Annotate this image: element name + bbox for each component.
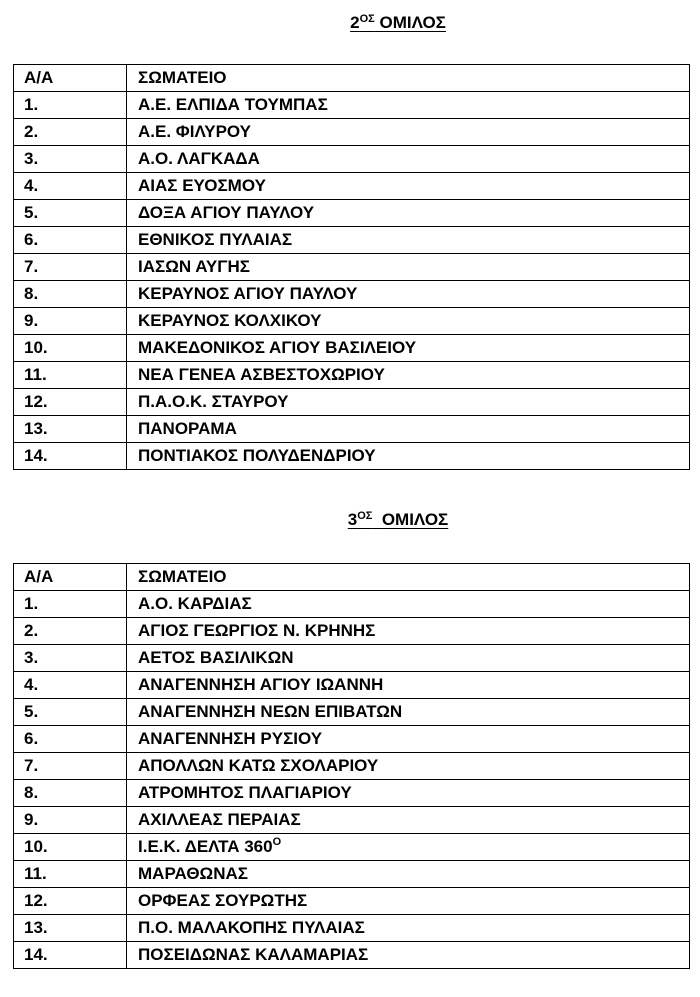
table-row (14, 888, 690, 915)
club-name (127, 834, 690, 861)
row-number: 14. (14, 942, 127, 969)
table-row (14, 443, 690, 470)
club-name: Α.Ο. ΛΑΓΚΑΔΑ (127, 146, 690, 173)
table-header-row (14, 564, 690, 591)
table-row (14, 416, 690, 443)
club-name: ΑΧΙΛΛΕΑΣ ΠΕΡΑΙΑΣ (127, 807, 690, 834)
club-name: ΠΑΝΟΡΑΜΑ (127, 416, 690, 443)
table-row (14, 753, 690, 780)
group-3-title-number: 3 (347, 510, 358, 529)
table-row (14, 834, 690, 861)
table-row (14, 591, 690, 618)
table-row (14, 699, 690, 726)
club-name: Α.Ε. ΕΛΠΙΔΑ ΤΟΥΜΠΑΣ (127, 92, 690, 119)
group-2-title-number: 2 (350, 13, 360, 32)
table-row (14, 146, 690, 173)
club-name: ΙΑΣΩΝ ΑΥΓΗΣ (127, 254, 690, 281)
club-name: ΑΝΑΓΕΝΝΗΣΗ ΑΓΙΟΥ ΙΩΑΝΝΗ (127, 672, 690, 699)
group-3-table (13, 563, 690, 969)
header-aa: Α/Α (14, 65, 127, 92)
club-name: ΟΡΦΕΑΣ ΣΟΥΡΩΤΗΣ (127, 888, 690, 915)
club-name: ΑΝΑΓΕΝΝΗΣΗ ΝΕΩΝ ΕΠΙΒΑΤΩΝ (127, 699, 690, 726)
table-row (14, 200, 690, 227)
club-name: ΠΟΝΤΙΑΚΟΣ ΠΟΛΥΔΕΝΔΡΙΟΥ (127, 443, 690, 470)
row-number: 7. (14, 254, 127, 281)
row-number: 8. (14, 281, 127, 308)
table-row (14, 335, 690, 362)
row-number: 4. (14, 173, 127, 200)
group-3-title-word: ΟΜΙΛΟΣ (381, 510, 449, 529)
table-row (14, 780, 690, 807)
club-name: ΔΟΞΑ ΑΓΙΟΥ ΠΑΥΛΟΥ (127, 200, 690, 227)
group-2-title (0, 13, 700, 33)
group-2-title-word: ΟΜΙΛΟΣ (379, 13, 446, 32)
row-number: 3. (14, 645, 127, 672)
row-number: 5. (14, 200, 127, 227)
row-number: 9. (14, 308, 127, 335)
header-club: ΣΩΜΑΤΕΙΟ (127, 564, 690, 591)
club-name: ΠΟΣΕΙΔΩΝΑΣ ΚΑΛΑΜΑΡΙΑΣ (127, 942, 690, 969)
group-2-table (13, 64, 690, 470)
club-name: ΕΘΝΙΚΟΣ ΠΥΛΑΙΑΣ (127, 227, 690, 254)
row-number: 6. (14, 227, 127, 254)
table-row (14, 389, 690, 416)
header-club: ΣΩΜΑΤΕΙΟ (127, 65, 690, 92)
row-number: 3. (14, 146, 127, 173)
row-number: 2. (14, 618, 127, 645)
table-row (14, 861, 690, 888)
club-name: ΜΑΡΑΘΩΝΑΣ (127, 861, 690, 888)
group-3-title (0, 510, 700, 530)
row-number: 8. (14, 780, 127, 807)
table-row (14, 362, 690, 389)
degree-superscript: Ο (272, 836, 282, 848)
table-row (14, 807, 690, 834)
club-name: Α.Ο. ΚΑΡΔΙΑΣ (127, 591, 690, 618)
row-number: 1. (14, 92, 127, 119)
row-number: 6. (14, 726, 127, 753)
table-row (14, 227, 690, 254)
table-row (14, 281, 690, 308)
club-name: ΚΕΡΑΥΝΟΣ ΑΓΙΟΥ ΠΑΥΛΟΥ (127, 281, 690, 308)
row-number: 13. (14, 416, 127, 443)
row-number: 11. (14, 861, 127, 888)
table-row (14, 672, 690, 699)
table-row (14, 726, 690, 753)
row-number: 10. (14, 335, 127, 362)
row-number: 12. (14, 888, 127, 915)
row-number: 12. (14, 389, 127, 416)
club-name: ΝΕΑ ΓΕΝΕΑ ΑΣΒΕΣΤΟΧΩΡΙΟΥ (127, 362, 690, 389)
club-name: ΑΕΤΟΣ ΒΑΣΙΛΙΚΩΝ (127, 645, 690, 672)
club-name: ΑΝΑΓΕΝΝΗΣΗ ΡΥΣΙΟΥ (127, 726, 690, 753)
table-row (14, 618, 690, 645)
table-row (14, 645, 690, 672)
row-number: 14. (14, 443, 127, 470)
table-row (14, 942, 690, 969)
club-name: ΜΑΚΕΔΟΝΙΚΟΣ ΑΓΙΟΥ ΒΑΣΙΛΕΙΟΥ (127, 335, 690, 362)
row-number: 1. (14, 591, 127, 618)
table-row (14, 173, 690, 200)
table-row (14, 915, 690, 942)
table-row (14, 308, 690, 335)
row-number: 2. (14, 119, 127, 146)
row-number: 11. (14, 362, 127, 389)
club-name: ΑΠΟΛΛΩΝ ΚΑΤΩ ΣΧΟΛΑΡΙΟΥ (127, 753, 690, 780)
header-aa: Α/Α (14, 564, 127, 591)
club-name: ΑΤΡΟΜΗΤΟΣ ΠΛΑΓΙΑΡΙΟΥ (127, 780, 690, 807)
table-header-row (14, 65, 690, 92)
row-number: 9. (14, 807, 127, 834)
row-number: 13. (14, 915, 127, 942)
table-row (14, 254, 690, 281)
table-row (14, 119, 690, 146)
club-name: ΑΙΑΣ ΕΥΟΣΜΟΥ (127, 173, 690, 200)
row-number: 5. (14, 699, 127, 726)
row-number: 4. (14, 672, 127, 699)
club-name-text: Ι.Ε.Κ. ΔΕΛΤΑ 360 (138, 837, 273, 856)
group-2-title-ordinal: ΟΣ (359, 13, 375, 25)
row-number: 10. (14, 834, 127, 861)
club-name: Α.Ε. ΦΙΛΥΡΟΥ (127, 119, 690, 146)
group-3-title-ordinal: ΟΣ (357, 510, 373, 522)
row-number: 7. (14, 753, 127, 780)
club-name: ΚΕΡΑΥΝΟΣ ΚΟΛΧΙΚΟΥ (127, 308, 690, 335)
club-name: Π.Α.Ο.Κ. ΣΤΑΥΡΟΥ (127, 389, 690, 416)
table-row (14, 92, 690, 119)
club-name: ΑΓΙΟΣ ΓΕΩΡΓΙΟΣ Ν. ΚΡΗΝΗΣ (127, 618, 690, 645)
club-name: Π.Ο. ΜΑΛΑΚΟΠΗΣ ΠΥΛΑΙΑΣ (127, 915, 690, 942)
